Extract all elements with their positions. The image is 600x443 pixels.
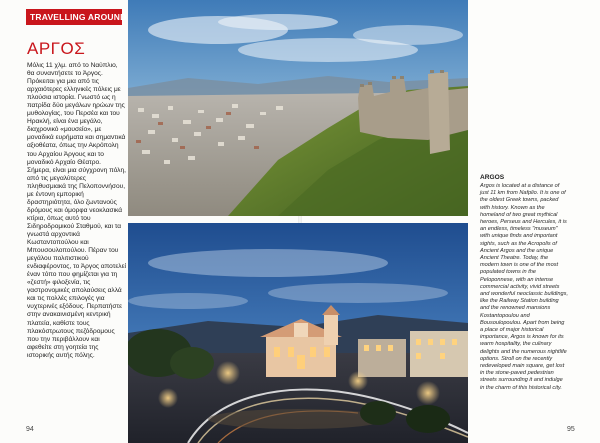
english-title: ARGOS [480, 174, 505, 181]
english-body: Argos is located at a distance of just 11 km from Nafplio. It is one of the oldest Greek towns, packed with history. Known as the homeland of two great mythical heroes, Perseus and Hercules, it is an endless, timeless "museum" with unique finds and important sights, such as the Acropolis of Ancient Argos and the unique Ancient Theatre. Today, the modern town is one of the most populated towns in the Peloponnese, with an intense commercial activity, vivid streets and wonderful neoclassic buildings, like the Railway Station building and the renowned mansions Kostantopoulou and Bousoulopoulou. Apart from being a place of major historical importance, Argos is known for its warm hospitality, the culinary delights and the numerous nightlife options. Stroll on the recently redeveloped main square, get lost in the stone-paved pedestrian streets surrounding it and indulge in the charm of this historical city. [480, 183, 569, 391]
argos-castle-photo [128, 0, 468, 216]
left-page-number: 94 [26, 426, 34, 433]
greek-body-text: Μόλις 11 χλμ. από το Ναύπλιο, θα συναντήσετε το Άργος. Πρόκειται για μια από τις αρχαιότερες ελληνικές πόλεις με πλούσια ιστορία. Γνωστό ως η πατρίδα δύο μεγάλων ηρώων της μυθολογίας, του Περσέα και του Ηρακλή, είναι ένα μεγάλο, διαχρονικό «μουσείο», με μοναδικά ευρήματα και σημαντικά αξιοθέατα, όπως την Ακρόπολη του Αρχαίου Άργους και το μοναδικό Αρχαίο Θέατρο. Σήμερα, είναι μια σύγχρονη πόλη, από τις μεγαλύτερες πληθυσμιακά της Πελοποννήσου, με έντονη εμπορική δραστηριότητα, όλο ζωντανούς δρόμους και όμορφα νεοκλασικά κτίρια, όπως αυτό του Σιδηροδρομικού Σταθμού, και τα γνωστά αρχοντικά Κωσταντοπούλου και Μπουσουλοπούλου. Πέραν του μεγάλου πολιτιστικού ενδιαφέροντος, το Άργος αποτελεί έναν τόπο που φημίζεται για τη «ζεστή» φιλοξενία, τις γαστρονομικές απολαύσεις αλλά και τις πολλές επιλογές για νυχτερινές εξόδους. Περπατήστε στην ανακαινισμένη κεντρική πλατεία, καθίστε τους πλακόστρωτους πεζόδρομους που την περιβάλλουν και αφεθείτε στη γοητεία της ιστορικής αυτής πόλης. [27, 62, 126, 359]
greek-body [27, 62, 126, 360]
right-page-number: 95 [567, 426, 575, 433]
argos-square-night-photo [128, 223, 468, 443]
section-header: TRAVELLING AROUND [30, 12, 127, 22]
greek-title: ΑΡΓΟΣ [27, 39, 86, 58]
